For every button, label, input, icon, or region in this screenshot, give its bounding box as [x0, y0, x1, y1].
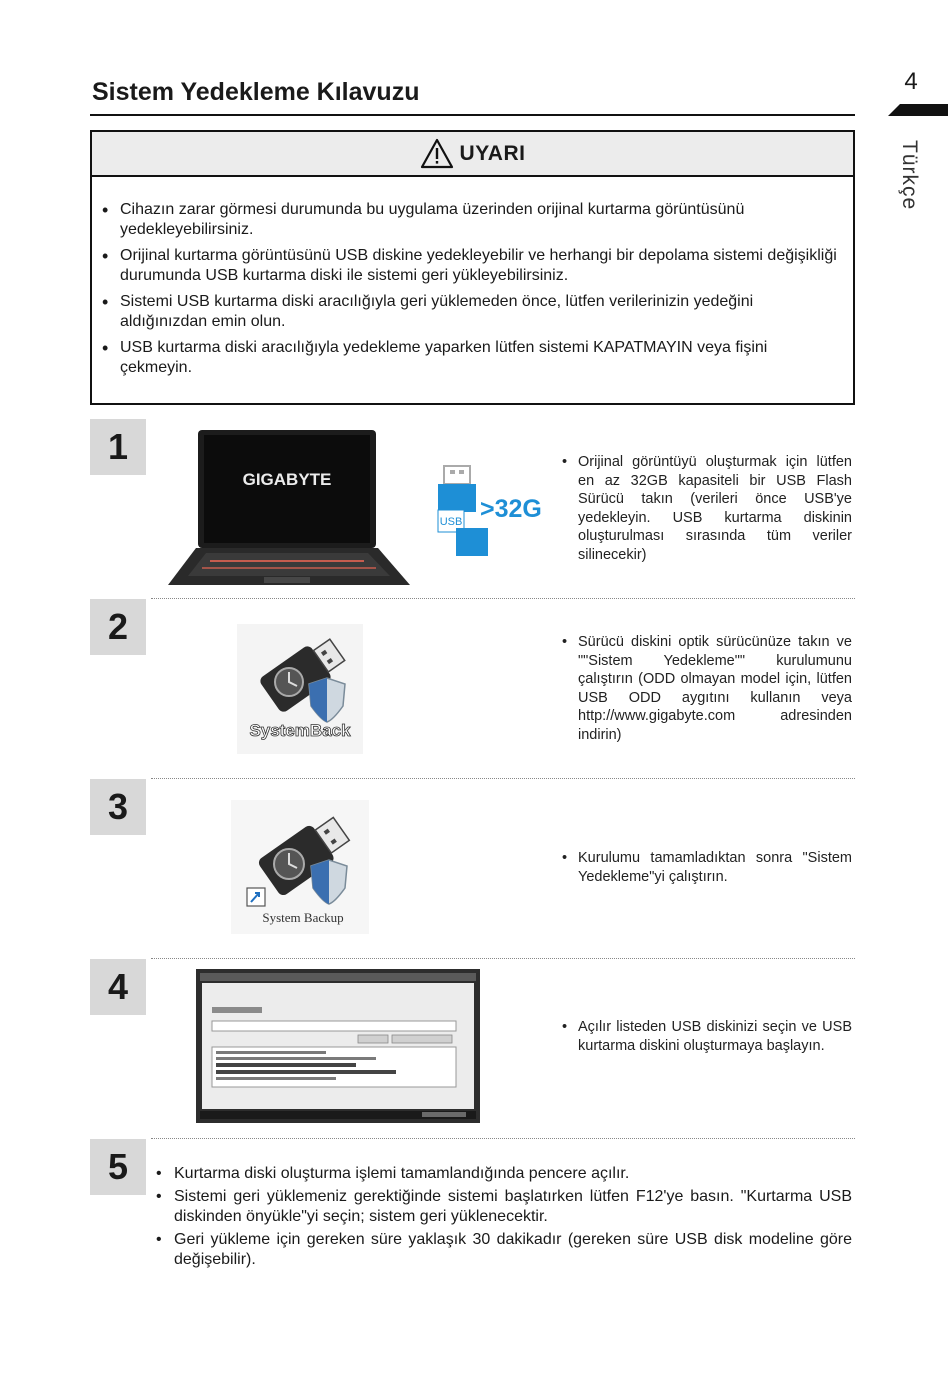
warning-item: • Orijinal kurtarma görüntüsünü USB diskine yedekleyebilir ve herhangi bir depolama sistemi değişikliği durumunda USB kurtarma diski ile sistemi geri yükleyebilirsiniz. — [102, 246, 843, 286]
step-2-text — [562, 633, 852, 744]
systemback-app-icon — [237, 624, 363, 754]
step-3-number: 3 — [90, 779, 146, 835]
step-divider — [151, 1138, 855, 1139]
step-4-number: 4 — [90, 959, 146, 1015]
step-5-item: • Kurtarma diski oluşturma işlemi tamamlandığında pencere açılır. — [156, 1164, 852, 1184]
step-3-text — [562, 849, 852, 886]
step-5-item: • Geri yükleme için gereken süre yaklaşık 30 dakikadır (gereken süre USB disk modeline göre değişebilir). — [156, 1230, 852, 1270]
step-3-bullet: • Kurulumu tamamladıktan sonra "Sistem Yedekleme"yi çalıştırın. — [562, 849, 852, 886]
warning-item: • Sistemi USB kurtarma diski aracılığıyla geri yüklemeden önce, lütfen verilerinizin yedeğini aldığınızdan emin olun. — [102, 292, 843, 332]
warning-item: • Cihazın zarar görmesi durumunda bu uygulama üzerinden orijinal kurtarma görüntüsünü yedekleyebilirsiniz. — [102, 200, 843, 240]
step-5-item: • Sistemi geri yüklemeniz gerektiğinde sistemi başlatırken lütfen F12'ye basın. "Kurtarma USB diskinden önyükle"yi seçin; sistem geri yüklenecektir. — [156, 1187, 852, 1227]
step-5-number: 5 — [90, 1139, 146, 1195]
step-5-list — [156, 1164, 852, 1273]
step-1-bullet: • Orijinal görüntüyü oluşturmak için lütfen en az 32GB kapasiteli bir USB Flash Sürücü takın (verileri önce USB'ye yedekleyin. USB kurtarma diskinin oluşturulması sırasında tüm veriler silinecekir) — [562, 453, 852, 564]
system-backup-caption: System Backup — [262, 910, 344, 925]
page-number: 4 — [904, 68, 918, 95]
capacity-label: >32G — [480, 495, 542, 523]
warning-header — [92, 132, 853, 177]
warning-item: • USB kurtarma diski aracılığıyla yedekleme yaparken lütfen sistemi KAPATMAYIN veya fişini çekmeyin. — [102, 338, 843, 378]
step-1-text — [562, 453, 852, 564]
step-divider — [151, 958, 855, 959]
step-2-bullet: • Sürücü diskini optik sürücünüze takın ve ""Sistem Yedekleme"" kurulumunu çalıştırın (ODD olmayan model için, lütfen USB ODD aygıtını kullanın veya http://www.gigabyte.com adresinden indirin) — [562, 633, 852, 744]
step-4-text — [562, 1018, 852, 1055]
warning-title: UYARI — [459, 141, 526, 165]
usb-drive-icon — [432, 460, 550, 560]
system-backup-shortcut-icon — [231, 800, 369, 934]
warning-triangle-icon — [420, 138, 454, 170]
title-divider — [90, 114, 855, 116]
backup-window-screenshot — [196, 969, 480, 1123]
step-1-number: 1 — [90, 419, 146, 475]
language-label: Türkçe — [898, 140, 921, 211]
side-tab-marker — [888, 104, 948, 116]
step-divider — [151, 778, 855, 779]
page-title: Sistem Yedekleme Kılavuzu — [92, 78, 420, 106]
laptop-image — [164, 420, 416, 590]
step-divider — [151, 598, 855, 599]
step-2-number: 2 — [90, 599, 146, 655]
warning-list — [92, 177, 853, 378]
usb-label: USB — [439, 516, 463, 528]
warning-box — [90, 130, 855, 405]
laptop-brand-text: GIGABYTE — [242, 470, 332, 489]
step-4-bullet: • Açılır listeden USB diskinizi seçin ve USB kurtarma diskini oluşturmaya başlayın. — [562, 1018, 852, 1055]
systemback-caption: SystemBack — [249, 721, 351, 740]
